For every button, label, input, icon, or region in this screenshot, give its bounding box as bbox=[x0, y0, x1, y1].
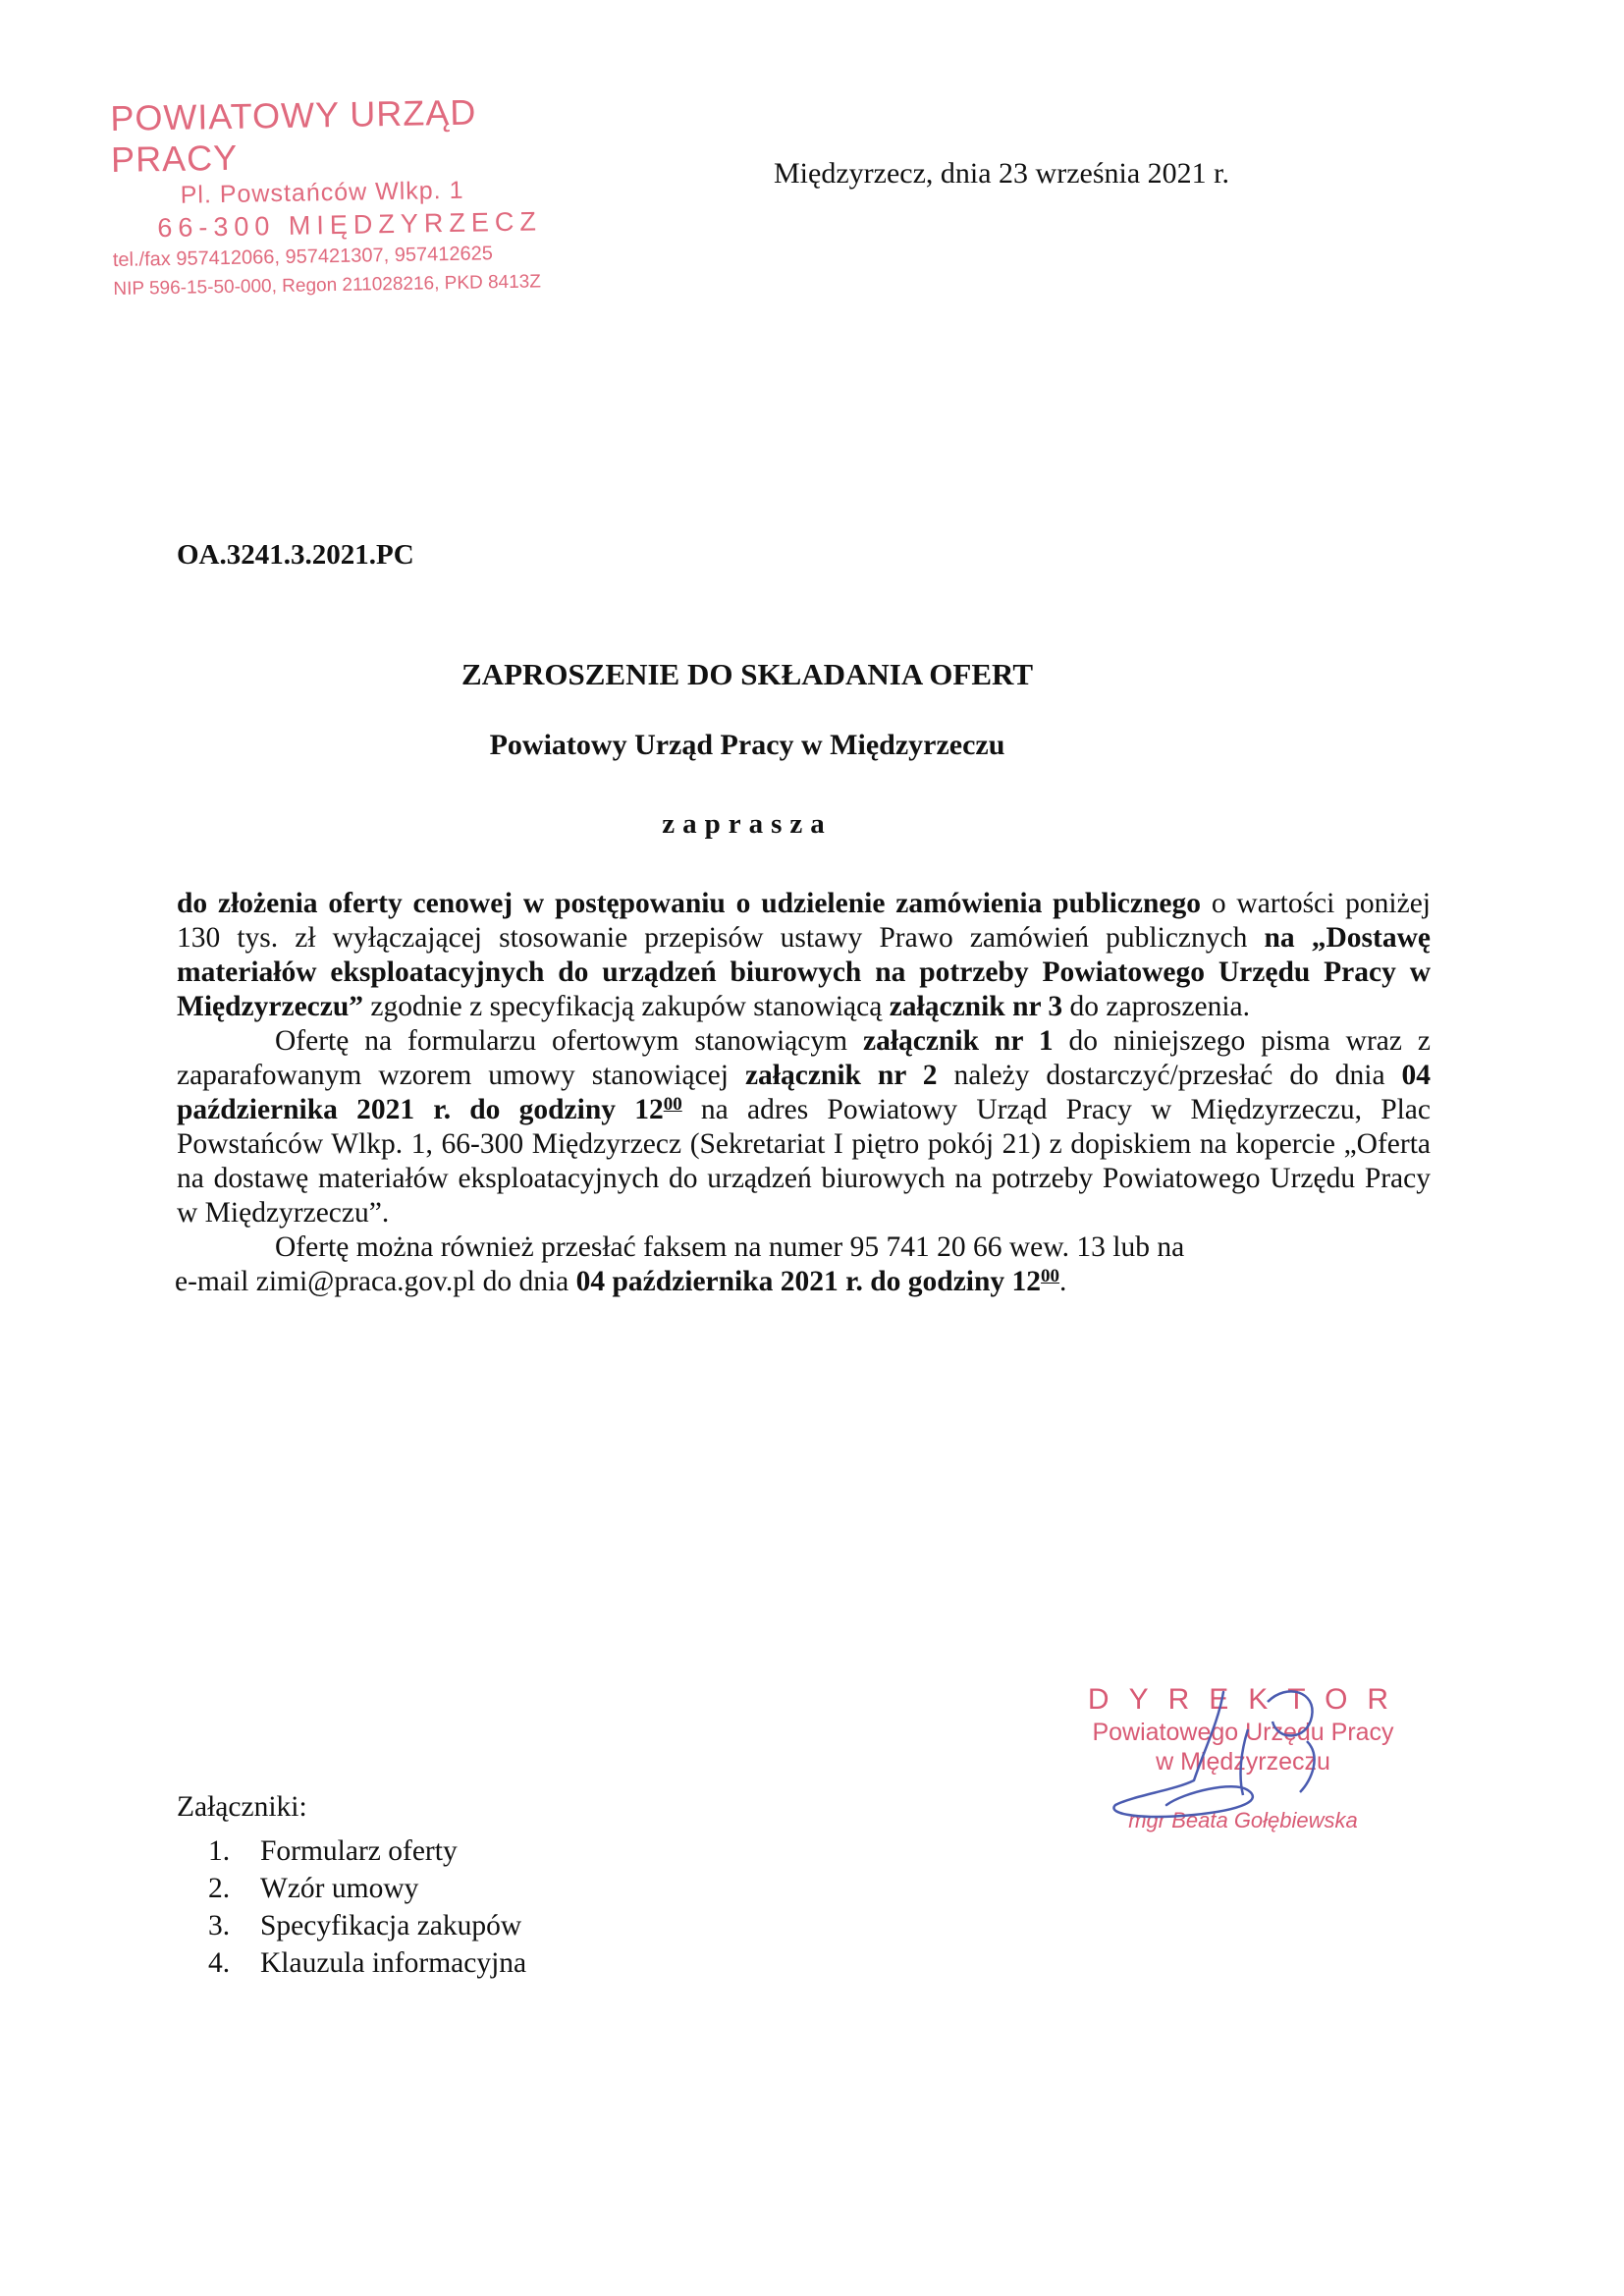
p1-subject: na „Dostawę materiałów eksploatacyjnych do urządzeń biurowych na potrzeby Powiatowego Urzędu Pracy w Międzyrzeczu” bbox=[177, 922, 1431, 1022]
p4-deadline-minutes: 00 bbox=[1041, 1266, 1060, 1286]
handwritten-signature-icon bbox=[1076, 1682, 1410, 1849]
sig-director-name: mgr Beata Gołębiewska bbox=[1128, 1808, 1358, 1832]
list-item-text: Wzór umowy bbox=[260, 1873, 419, 1904]
paragraph-4 bbox=[175, 1265, 1431, 1299]
attachments-label: Załączniki: bbox=[177, 1791, 307, 1823]
stamp-phone: tel./fax 957412066, 957421307, 957412625 bbox=[112, 243, 494, 271]
p2-deadline-text: 04 października 2021 r. do godziny 12 bbox=[177, 1060, 1432, 1125]
sig-director-title: DYREKTOR bbox=[1087, 1683, 1409, 1716]
p2-attachment1: załącznik nr 1 bbox=[863, 1025, 1054, 1057]
list-item-text: Formularz oferty bbox=[260, 1835, 458, 1867]
sig-office-name: Powiatowego Urzędu Pracy bbox=[1092, 1719, 1394, 1746]
paragraph-3 bbox=[177, 1230, 1431, 1265]
paragraph-2 bbox=[177, 1024, 1431, 1230]
list-item bbox=[208, 1907, 526, 1944]
sig-office-city: w Międzyrzeczu bbox=[1156, 1748, 1330, 1776]
p2-deadline-minutes: 00 bbox=[663, 1094, 682, 1115]
list-item-text: Specyfikacja zakupów bbox=[260, 1910, 522, 1941]
p1-bold-start: do złożenia oferty cenowej w postępowaniu o udzielenie zamówienia publicznego bbox=[177, 888, 1201, 919]
p4-text2: . bbox=[1059, 1266, 1067, 1297]
stamp-street: Pl. Powstańców Wlkp. 1 bbox=[180, 176, 464, 209]
list-item-number: 3. bbox=[208, 1910, 231, 1941]
p4-deadline bbox=[576, 1266, 1059, 1297]
office-address-stamp bbox=[110, 90, 566, 304]
p1-attachment3: załącznik nr 3 bbox=[889, 991, 1063, 1022]
p1-text2: zgodnie z specyfikacją zakupów stanowiącą bbox=[363, 991, 890, 1022]
list-item-number: 1. bbox=[208, 1835, 231, 1867]
document-subtitle: Powiatowy Urząd Pracy w Międzyrzeczu bbox=[489, 729, 1005, 761]
list-item bbox=[208, 1870, 526, 1907]
invites-word: zaprasza bbox=[662, 808, 833, 840]
p1-text3: do zaproszenia. bbox=[1062, 991, 1250, 1022]
p3-text1: Ofertę można również przesłać faksem na numer 95 741 20 66 wew. 13 lub na bbox=[275, 1231, 1185, 1263]
letter-date: Międzyrzecz, dnia 23 września 2021 r. bbox=[774, 157, 1229, 190]
paragraph-1 bbox=[177, 887, 1431, 1024]
letter-body bbox=[177, 887, 1431, 1299]
list-item-text: Klauzula informacyjna bbox=[260, 1947, 527, 1979]
stamp-registry: NIP 596-15-50-000, Regon 211028216, PKD 8413Z bbox=[113, 271, 542, 300]
p2-text1: Ofertę na formularzu ofertowym stanowiącym bbox=[275, 1025, 863, 1057]
director-signature-stamp bbox=[1076, 1682, 1410, 1835]
p2-text4: na adres Powiatowy Urząd Pracy w Międzyrzeczu, Plac Powstańców Wlkp. 1, 66-300 Międzyrzecz (Sekretariat I piętro pokój 21) z dopiskiem na kopercie „Oferta na dostawę materiałów eksploatacyjnych do urządzeń biurowych na potrzeby Powiatowego Urzędu Pracy w Międzyrzeczu”. bbox=[177, 1094, 1431, 1229]
p4-deadline-text: 04 października 2021 r. do godziny 12 bbox=[575, 1266, 1042, 1297]
document-title: ZAPROSZENIE DO SKŁADANIA OFERT bbox=[461, 657, 1033, 691]
list-item-number: 4. bbox=[208, 1947, 231, 1979]
reference-number: OA.3241.3.2021.PC bbox=[177, 539, 414, 571]
stamp-city: 66-300 MIĘDZYRZECZ bbox=[157, 206, 543, 244]
p4-text1: e-mail zimi@praca.gov.pl do dnia bbox=[175, 1266, 576, 1297]
p2-attachment2: załącznik nr 2 bbox=[744, 1060, 938, 1091]
p1-text1: o wartości poniżej 130 tys. zł wyłączającej stosowanie przepisów ustawy Prawo zamówień publicznych bbox=[177, 888, 1431, 954]
list-item bbox=[208, 1832, 526, 1870]
list-item-number: 2. bbox=[208, 1873, 231, 1904]
list-item bbox=[208, 1944, 526, 1982]
p2-text3: należy dostarczyć/przesłać do dnia bbox=[937, 1060, 1402, 1091]
stamp-office-name: POWIATOWY URZĄD PRACY bbox=[110, 91, 477, 180]
p2-text2: do niniejszego pisma wraz z zaparafowanym wzorem umowy stanowiącej bbox=[177, 1025, 1431, 1091]
attachments-list bbox=[208, 1832, 526, 1982]
